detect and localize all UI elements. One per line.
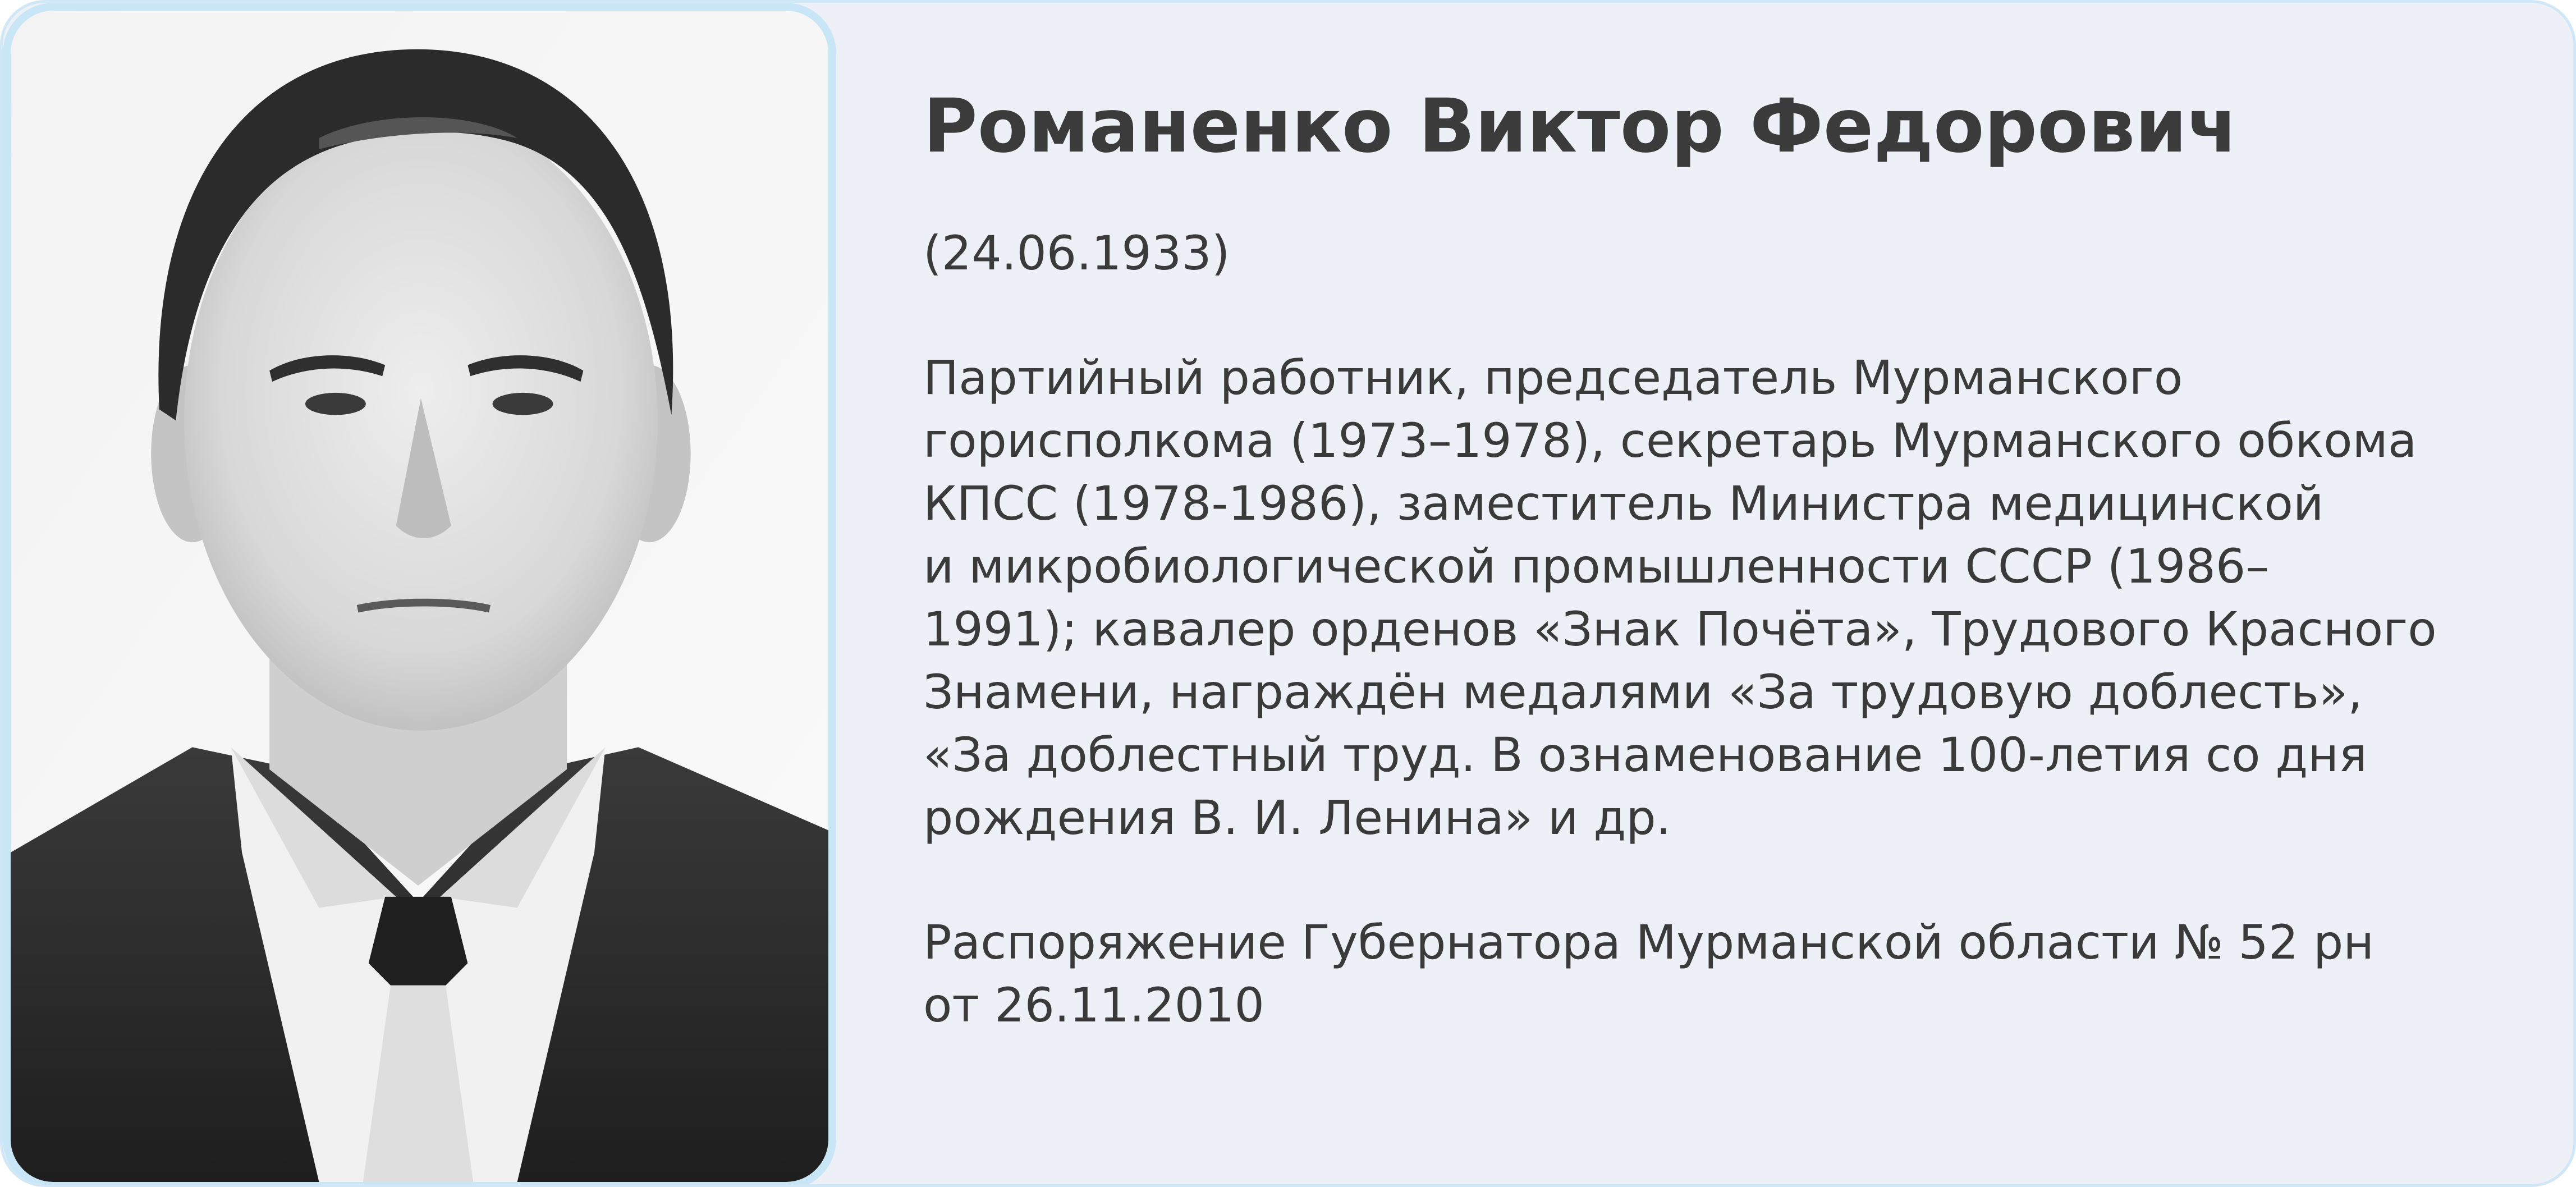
portrait-photo bbox=[3, 3, 836, 1187]
bio-paragraph bbox=[923, 346, 2506, 849]
person-name: Романенко Виктор Федорович bbox=[923, 83, 2238, 169]
order-line: Распоряжение Губернатора Мурманской области № 52 рн bbox=[923, 915, 2375, 970]
birth-date: (24.06.1933) bbox=[923, 226, 1230, 281]
bio-line: КПСС (1978-1986), заместитель Министра медицинской bbox=[923, 476, 2324, 531]
bio-line: «За доблестный труд. В ознаменование 100-летия со дня bbox=[923, 727, 2367, 782]
biography-text bbox=[923, 70, 2506, 1037]
bio-line: и микробиологической промышленности СССР (1986– bbox=[923, 539, 2270, 594]
bio-line: горисполкома (1973–1978), секретарь Мурманского обкома bbox=[923, 413, 2417, 468]
bio-line: Знамени, награждён медалями «За трудовую доблесть», bbox=[923, 664, 2363, 719]
bio-line: 1991); кавалер орденов «Знак Почёта», Трудового Красного bbox=[923, 602, 2437, 657]
governor-order bbox=[923, 911, 2506, 1037]
bio-line: рождения В. И. Ленина» и др. bbox=[923, 790, 1671, 845]
order-line: от 26.11.2010 bbox=[923, 978, 1264, 1033]
bio-line: Партийный работник, председатель Мурманского bbox=[923, 350, 2183, 405]
